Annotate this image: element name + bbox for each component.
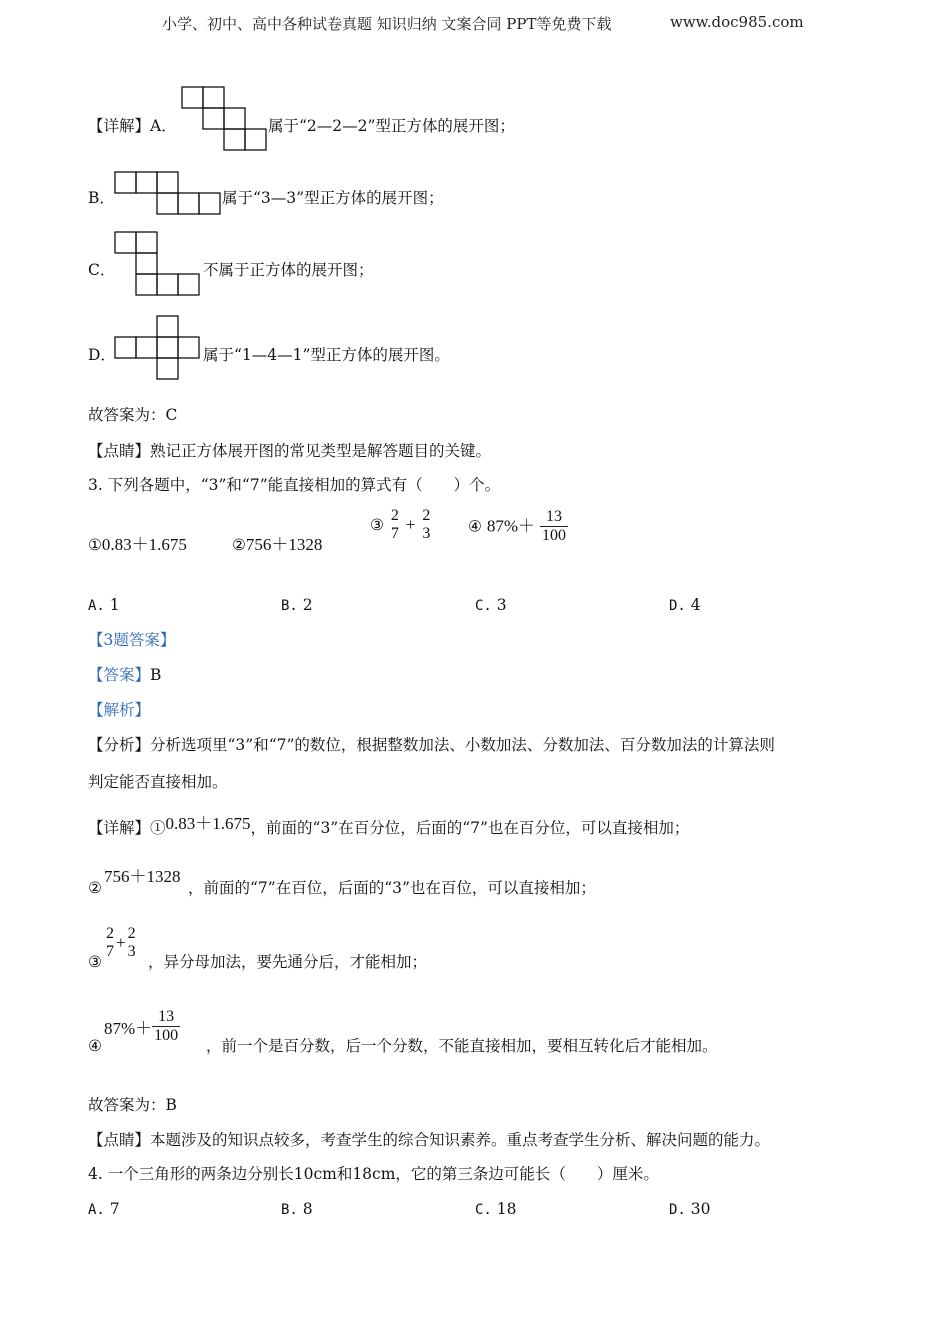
q3-detail-2-expr: 756＋1328 bbox=[104, 867, 181, 886]
q3-detail-3-expr bbox=[104, 925, 138, 961]
q3-detail-4-expr bbox=[104, 1008, 180, 1045]
q2-b-text: 属于“3—3”型正方体的展开图； bbox=[222, 189, 444, 207]
cube-net-c bbox=[113, 230, 205, 297]
numerator: 2 bbox=[390, 507, 399, 524]
header-site[interactable]: www.doc985.com bbox=[670, 13, 804, 31]
q3-detail-2-text: ，前面的“7”在百位，后面的“3”也在百位，可以直接相加； bbox=[188, 879, 596, 897]
net-square bbox=[115, 172, 136, 193]
plus-sign: + bbox=[116, 933, 126, 952]
fraction bbox=[389, 507, 401, 543]
q3-option-c[interactable] bbox=[475, 595, 507, 616]
q3-option-b[interactable] bbox=[281, 595, 313, 616]
cube-net-a bbox=[180, 85, 270, 152]
detail-text: ，前面的“3”在百分位，后面的“7”也在百分位，可以直接相加； bbox=[250, 819, 690, 837]
option-label: D. bbox=[669, 598, 686, 614]
option-label: B. bbox=[281, 1202, 298, 1218]
net-square bbox=[178, 274, 199, 295]
net-square bbox=[136, 172, 157, 193]
q3-analysis-tag: 【解析】 bbox=[88, 701, 151, 719]
q4-stem: 4. 一个三角形的两条边分别长10cm和18cm，它的第三条边可能长（ ）厘米。 bbox=[88, 1165, 659, 1183]
plus-sign: + bbox=[405, 515, 416, 534]
option-label: D. bbox=[669, 1202, 686, 1218]
q2-c-text: 不属于正方体的展开图； bbox=[203, 261, 374, 279]
q3-stem: 3. 下列各题中，“3”和“7”能直接相加的算式有（ ）个。 bbox=[88, 476, 501, 494]
q2-detail-prefix: 【详解】A． bbox=[88, 117, 177, 135]
option-value: 3 bbox=[496, 596, 507, 614]
denominator: 3 bbox=[422, 525, 431, 542]
expr-mark: ② bbox=[232, 536, 246, 554]
answer-value: B bbox=[150, 666, 162, 684]
net-square bbox=[203, 108, 224, 129]
percent-value: 87%＋ bbox=[104, 1019, 153, 1038]
q2-d-text: 属于“1—4—1”型正方体的展开图。 bbox=[203, 346, 450, 364]
numerator: 2 bbox=[127, 925, 136, 942]
q3-expr-1 bbox=[88, 535, 187, 555]
option-value: 1 bbox=[109, 596, 120, 614]
net-square bbox=[136, 232, 157, 253]
q3-detail-4-text: ，前一个是百分数，后一个分数，不能直接相加，要相互转化后才能相加。 bbox=[206, 1037, 718, 1055]
net-square bbox=[178, 193, 199, 214]
fraction bbox=[420, 507, 432, 543]
net-square bbox=[115, 337, 136, 358]
q4-option-c[interactable] bbox=[475, 1199, 517, 1220]
net-square bbox=[245, 129, 266, 150]
numerator: 2 bbox=[422, 507, 431, 524]
option-value: 18 bbox=[496, 1200, 517, 1218]
q2-b-label: B． bbox=[88, 189, 115, 207]
option-label: C. bbox=[475, 598, 492, 614]
numerator: 13 bbox=[545, 508, 562, 525]
net-square bbox=[115, 232, 136, 253]
detail-prefix: 【详解】① bbox=[88, 819, 166, 837]
fraction bbox=[152, 1008, 180, 1045]
net-square bbox=[157, 358, 178, 379]
q3-point: 【点睛】本题涉及的知识点较多，考查学生的综合知识素养。重点考查学生分析、解决问题的能力。 bbox=[88, 1131, 771, 1149]
net-square bbox=[136, 337, 157, 358]
denominator: 100 bbox=[154, 1027, 179, 1044]
denominator: 7 bbox=[390, 525, 399, 542]
option-label: B. bbox=[281, 598, 298, 614]
denominator: 100 bbox=[541, 527, 566, 544]
header-text: 小学、初中、高中各种试卷真题 知识归纳 文案合同 PPT等免费下载 bbox=[162, 15, 612, 33]
q3-detail-3-mark: ③ bbox=[88, 953, 102, 971]
net-square bbox=[203, 87, 224, 108]
q4-option-a[interactable] bbox=[88, 1199, 120, 1220]
expr-value: 756＋1328 bbox=[245, 535, 323, 554]
fraction bbox=[104, 925, 116, 961]
option-value: 30 bbox=[690, 1200, 711, 1218]
q3-option-d[interactable] bbox=[669, 595, 701, 616]
option-value: 2 bbox=[302, 596, 313, 614]
q2-c-label: C． bbox=[88, 261, 116, 279]
net-square bbox=[224, 108, 245, 129]
net-square bbox=[157, 172, 178, 193]
option-label: C. bbox=[475, 1202, 492, 1218]
net-square bbox=[224, 129, 245, 150]
q3-detail-4-mark: ④ bbox=[88, 1037, 102, 1055]
expr-mark: ① bbox=[88, 536, 102, 554]
q2-d-label: D． bbox=[88, 346, 116, 364]
q4-option-b[interactable] bbox=[281, 1199, 313, 1220]
denominator: 7 bbox=[106, 943, 114, 960]
answer-tag: 【答案】 bbox=[88, 666, 151, 684]
q3-expr-4 bbox=[468, 508, 568, 545]
fraction bbox=[126, 925, 138, 961]
denominator: 3 bbox=[127, 943, 136, 960]
q4-option-d[interactable] bbox=[669, 1199, 711, 1220]
q2-point: 【点睛】熟记正方体展开图的常见类型是解答题目的关键。 bbox=[88, 442, 492, 460]
q3-answer bbox=[88, 665, 161, 685]
net-square bbox=[157, 193, 178, 214]
net-square bbox=[157, 274, 178, 295]
cube-net-b bbox=[113, 170, 223, 216]
option-label: A. bbox=[88, 598, 105, 614]
fraction bbox=[540, 508, 568, 545]
expr-mark: ③ bbox=[370, 516, 384, 534]
net-square bbox=[157, 337, 178, 358]
q3-expr-3 bbox=[370, 507, 432, 543]
q3-option-a[interactable] bbox=[88, 595, 120, 616]
option-label: A. bbox=[88, 1202, 105, 1218]
net-square bbox=[182, 87, 203, 108]
net-square bbox=[178, 337, 199, 358]
q3-analysis-line1: 【分析】分析选项里“3”和“7”的数位，根据整数加法、小数加法、分数加法、百分数加法的计算法则 bbox=[88, 736, 775, 754]
percent-value: 87%＋ bbox=[486, 516, 536, 536]
option-value: 4 bbox=[690, 596, 701, 614]
option-value: 7 bbox=[109, 1200, 120, 1218]
q3-expr-2 bbox=[232, 535, 322, 555]
numerator: 2 bbox=[106, 925, 114, 942]
net-square bbox=[136, 253, 157, 274]
q2-conclusion: 故答案为：C bbox=[88, 406, 178, 424]
net-square bbox=[157, 316, 178, 337]
expr-mark: ④ bbox=[468, 517, 482, 536]
q3-conclusion: 故答案为：B bbox=[88, 1096, 177, 1114]
detail-expr: 0.83＋1.675 bbox=[165, 814, 251, 833]
net-square bbox=[199, 193, 220, 214]
q3-detail-2-mark: ② bbox=[88, 879, 102, 897]
cube-net-d bbox=[113, 314, 205, 381]
net-square bbox=[136, 274, 157, 295]
expr-value: 0.83＋1.675 bbox=[101, 535, 187, 554]
q3-detail-1 bbox=[88, 814, 690, 838]
numerator: 13 bbox=[158, 1008, 175, 1025]
q2-a-text: 属于“2—2—2”型正方体的展开图； bbox=[268, 117, 515, 135]
q3-analysis-line2: 判定能否直接相加。 bbox=[88, 773, 228, 791]
q3-detail-3-text: ，异分母加法，要先通分后，才能相加； bbox=[148, 953, 428, 971]
q3-answer-section: 【3题答案】 bbox=[88, 631, 176, 649]
option-value: 8 bbox=[302, 1200, 313, 1218]
